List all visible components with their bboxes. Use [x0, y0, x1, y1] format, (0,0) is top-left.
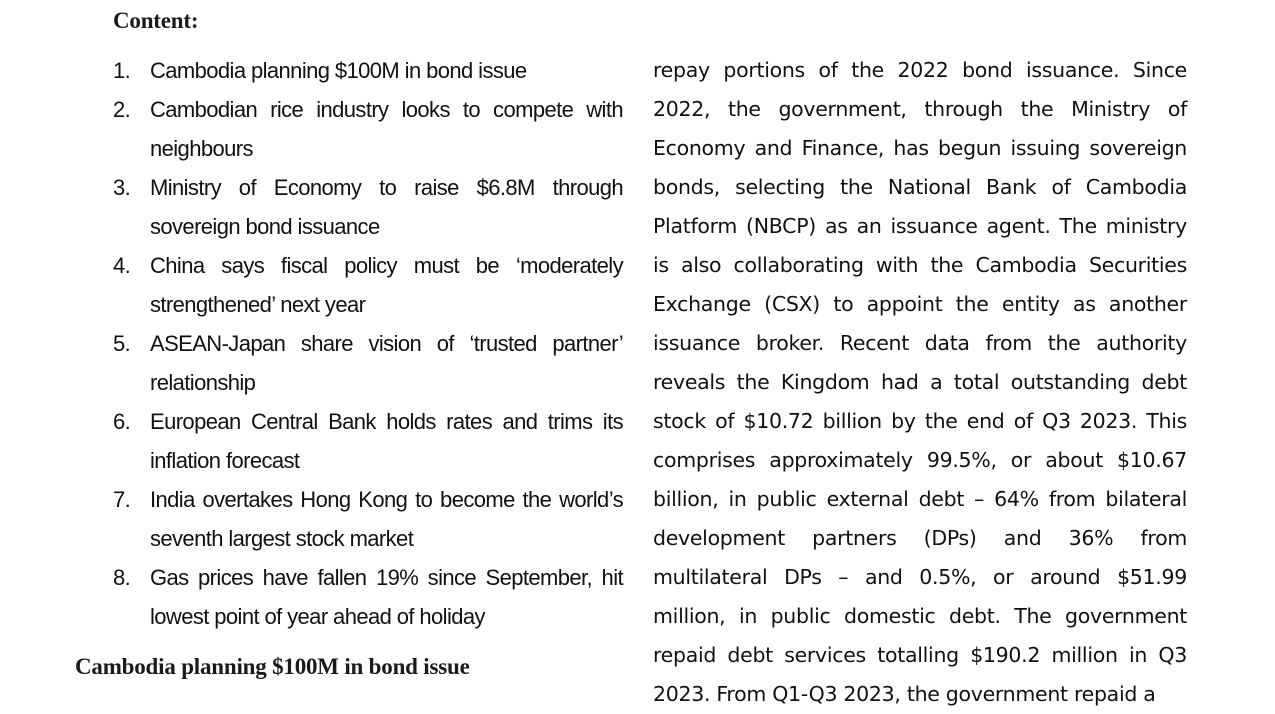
- article-heading: Cambodia planning $100M in bond issue: [75, 654, 470, 679]
- toc-item: [113, 324, 623, 402]
- toc-item: [113, 90, 623, 168]
- toc-item-title: Cambodian rice industry looks to compete with neighbours: [150, 97, 623, 161]
- toc-item-title: Gas prices have fallen 19% since September, hit lowest point of year ahead of holiday: [150, 565, 623, 629]
- toc-item-number: 1.: [113, 58, 131, 83]
- toc-item-number: 2.: [113, 97, 131, 122]
- toc-item-title: India overtakes Hong Kong to become the world’s seventh largest stock market: [150, 487, 623, 551]
- toc-item-title: ASEAN-Japan share vision of ‘trusted partner’ relationship: [150, 331, 623, 395]
- toc-item-number: 5.: [113, 331, 131, 356]
- toc-item: [113, 246, 623, 324]
- content-heading: Content:: [113, 8, 199, 33]
- toc-item-number: 7.: [113, 487, 131, 512]
- toc-item: [113, 168, 623, 246]
- toc-item: [113, 558, 623, 636]
- toc-item-title: European Central Bank holds rates and trims its inflation forecast: [150, 409, 623, 473]
- toc-item: [113, 480, 623, 558]
- toc-item: [113, 402, 623, 480]
- toc-item-number: 6.: [113, 409, 131, 434]
- toc-item-title: China says fiscal policy must be ‘moderately strengthened’ next year: [150, 253, 623, 317]
- toc-item-title: Ministry of Economy to raise $6.8M through sovereign bond issuance: [150, 175, 623, 239]
- article-body-text: repay portions of the 2022 bond issuance. Since 2022, the government, through the Ministry of Economy and Finance, has begun issuing sovereign bonds, selecting the National Bank of Cambodia Platform (NBCP) as an issuance agent. The ministry is also collaborating with the Cambodia Securities Exchange (CSX) to appoint the entity as another issuance broker. Recent data from the authority reveals the Kingdom had a total outstanding debt stock of $10.72 billion by the end of Q3 2023. This comprises approximately 99.5%, or about $10.67 billion, in public external debt – 64% from bilateral development partners (DPs) and 36% from multilateral DPs – and 0.5%, or around $51.99 million, in public domestic debt. The government repaid debt services totalling $190.2 million in Q3 2023. From Q1-Q3 2023, the government repaid a: [653, 58, 1187, 706]
- toc-item: [113, 51, 623, 90]
- toc-item-number: 8.: [113, 565, 131, 590]
- toc-item-number: 4.: [113, 253, 131, 278]
- toc-item-title: Cambodia planning $100M in bond issue: [150, 58, 527, 83]
- toc-item-number: 3.: [113, 175, 131, 200]
- table-of-contents: [113, 51, 623, 636]
